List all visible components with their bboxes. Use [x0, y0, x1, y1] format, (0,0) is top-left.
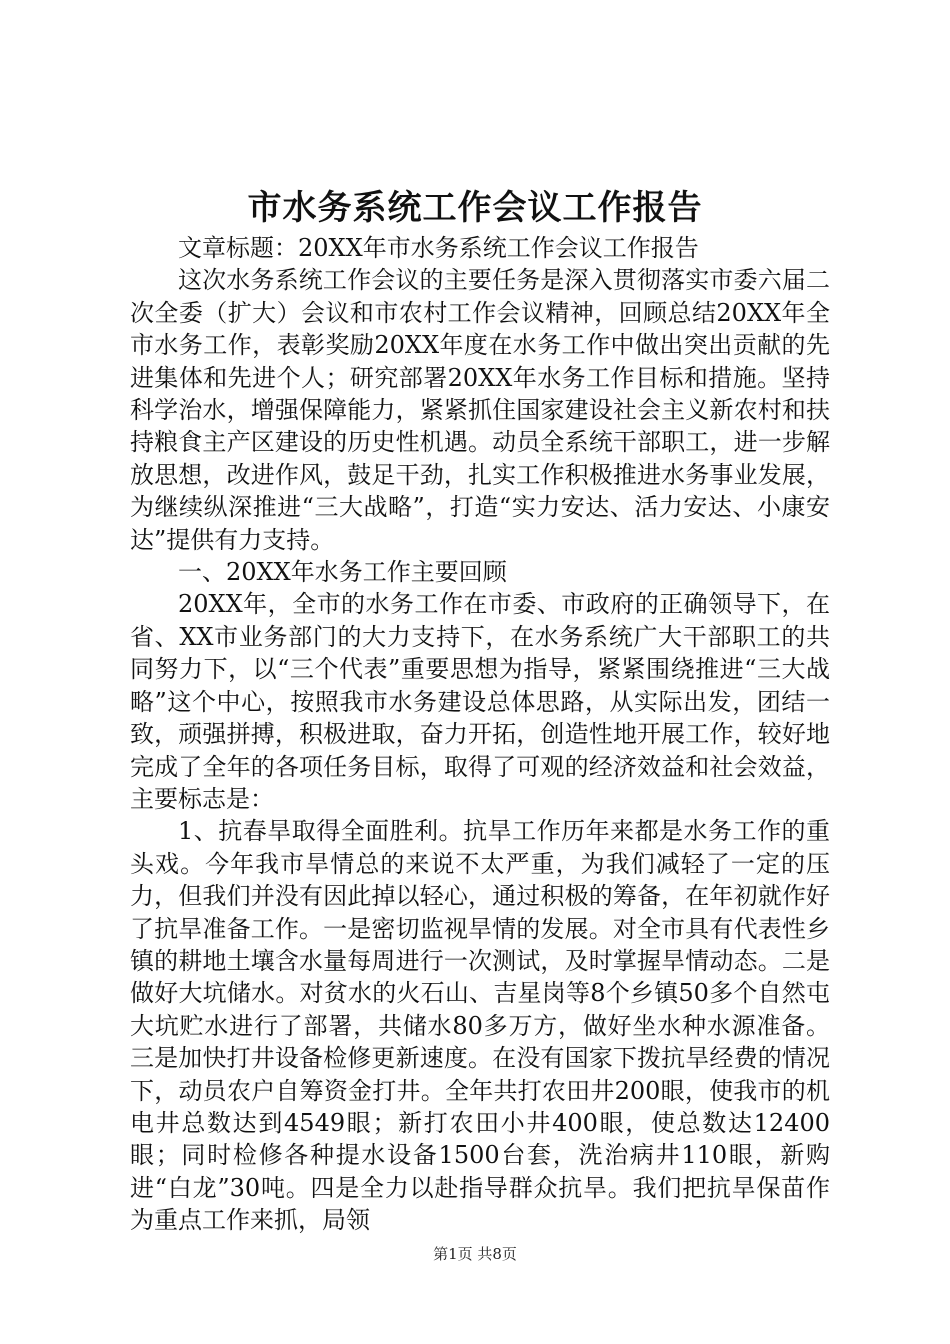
document-body: [130, 232, 830, 1237]
document-title: 市水务系统工作会议工作报告: [247, 188, 703, 228]
page-footer: 第1页 共8页: [433, 1245, 517, 1263]
drought-paragraph: 1、抗春旱取得全面胜利。抗旱工作历年来都是水务工作的重头戏。今年我市旱情总的来说不太严重，为我们减轻了一定的压力，但我们并没有因此掉以轻心，通过积极的筹备，在年初就作好了抗旱准备工作。一是密切监视旱情的发展。对全市具有代表性乡镇的耕地土壤含水量每周进行一次测试，及时掌握旱情动态。二是做好大坑储水。对贫水的火石山、吉星岗等8个乡镇50多个自然屯大坑贮水进行了部署，共储水80多万方，做好坐水种水源准备。三是加快打井设备检修更新速度。在没有国家下拨抗旱经费的情况下，动员农户自筹资金打井。全年共打农田井200眼，使我市的机电井总数达到4549眼；新打农田小井400眼，使总数达12400眼；同时检修各种提水设备1500台套，洗治病井110眼，新购进“白龙”30吨。四是全力以赴指导群众抗旱。我们把抗旱保苗作为重点工作来抓，局领: [130, 817, 830, 1235]
article-title-line: 文章标题：20XX年市水务系统工作会议工作报告: [178, 234, 699, 262]
review-paragraph: 20XX年，全市的水务工作在市委、市政府的正确领导下，在省、XX市业务部门的大力支持下，在水务系统广大干部职工的共同努力下，以“三个代表”重要思想为指导，紧紧围绕推进“三大战略”这个中心，按照我市水务建设总体思路，从实际出发，团结一致，顽强拼搏，积极进取，奋力开拓，创造性地开展工作，较好地完成了全年的各项任务目标，取得了可观的经济效益和社会效益，主要标志是：: [130, 590, 830, 813]
section-heading: 一、20XX年水务工作主要回顾: [178, 558, 507, 587]
intro-paragraph: 这次水务系统工作会议的主要任务是深入贯彻落实市委六届二次全委（扩大）会议和市农村工作会议精神，回顾总结20XX年全市水务工作，表彰奖励20XX年度在水务工作中做出突出贡献的先进集体和先进个人；研究部署20XX年水务工作目标和措施。坚持科学治水，增强保障能力，紧紧抓住国家建设社会主义新农村和扶持粮食主产区建设的历史性机遇。动员全系统干部职工，进一步解放思想，改进作风，鼓足干劲，扎实工作积极推进水务事业发展，为继续纵深推进“三大战略”，打造“实力安达、活力安达、小康安达”提供有力支持。: [130, 266, 830, 554]
